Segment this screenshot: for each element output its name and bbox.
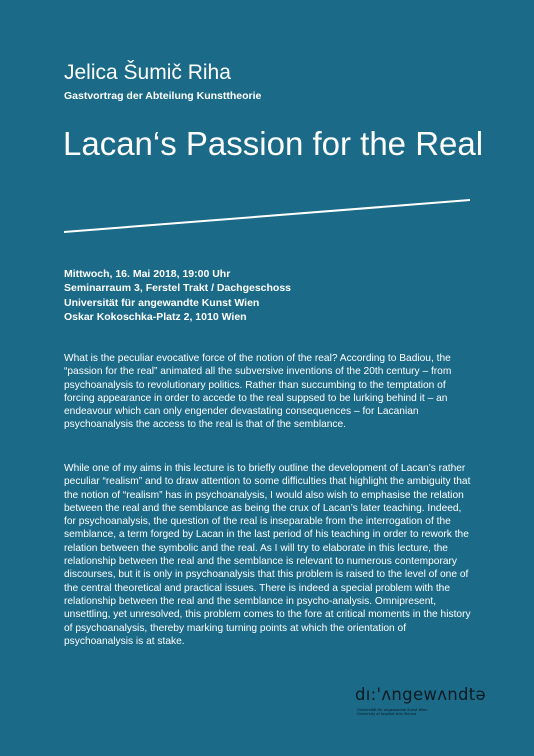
event-details [64, 267, 291, 325]
event-address: Oskar Kokoschka-Platz 2, 1010 Wien [64, 311, 247, 324]
event-date: Mittwoch, 16. Mai 2018, 19:00 Uhr [64, 268, 231, 280]
logo-wordmark: dı:'ʌngewʌndtə [355, 685, 487, 704]
logo-caption-line-1: Universität für angewandte Kunst Wien [357, 708, 428, 712]
event-room: Seminarraum 3, Ferstel Trakt / Dachgeschoss [64, 282, 292, 295]
event-institution: Universität für angewandte Kunst Wien [64, 296, 260, 309]
author-name: Jelica Šumič Riha [64, 61, 231, 84]
abstract-paragraph-2: While one of my aims in this lecture is to briefly outline the development of Lacan’s rather peculiar “realism” and to draw attention to some difficulties that highlight the ambiguity that the notion of “realism” has in psychoanalysis, I would also wish to emphasise the relation between the real and the semblance as being the crux of Lacan’s later teaching. Indeed, for psychoanalysis, the question of the real is inseparable from the interrogation of the semblance, a term forged by Lacan in the last period of his teaching in order to rework the relation between the symbolic and the real. As I will try to elaborate in this lecture, the relationship between the real and the semblance is relevant to numerous contemporary discourses, but it is only in psychoanalysis that this problem is raised to the level of one of the central theoretical and practical issues. There is indeed a special problem with the relationship between the real and the semblance in psycho-analysis. Omnipresent, unsettling, yet unresolved, this problem comes to the fore at critical moments in the history of psychoanalysis, thereby marking turning points at which the orientation of psychoanalysis is at stake. [64, 463, 471, 647]
angewandte-logo [355, 685, 486, 717]
logo-caption-line-2: University of Applied Arts Vienna [357, 712, 417, 717]
logo-caption [357, 708, 486, 717]
abstract-paragraph-1: What is the peculiar evocative force of the notion of the real? According to Badiou, the “passion for the real” animated all the subversive inventions of the 20th century – from psychoanalysis to revolutionary politics. Rather than succumbing to the temptation of forcing appearance in order to accede to the real suppsed to be lurking behind it – an endeavour which can only engender devastating consequences – for Lacanian psychoanalysis the access to the real is that of the semblance. [64, 353, 452, 431]
lecture-title: Lacan‘s Passion for the Real [63, 125, 484, 162]
event-subtitle: Gastvortrag der Abteilung Kunsttheorie [64, 90, 262, 102]
